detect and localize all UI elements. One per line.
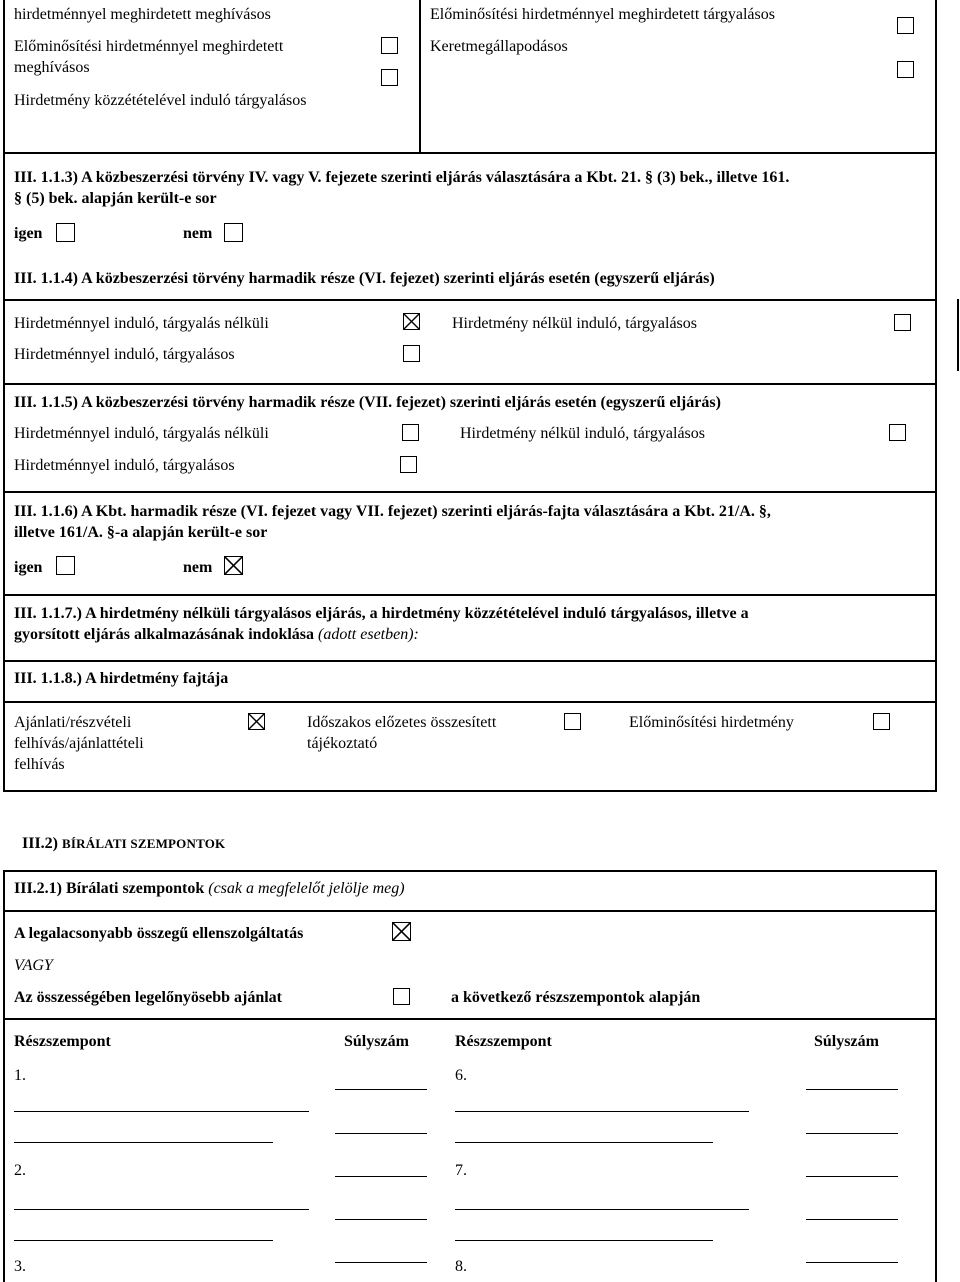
s2-frame-left — [3, 870, 5, 1282]
criteria-table-top-line — [3, 1018, 937, 1020]
check-x-icon — [404, 314, 419, 329]
s116-question-line1: III. 1.1.6) A Kbt. harmadik része (VI. fejezet vagy VII. fejezet) szerinti eljárás-fajta választására a Kbt. 21/A. §, — [14, 503, 771, 520]
s116-question-line2: illetve 161/A. §-a alapján került-e sor — [14, 524, 268, 541]
s118-option-elominositesi: Előminősítési hirdetmény — [629, 714, 794, 731]
s114-option-hirdetmenyes-targyalasos: Hirdetménnyel induló, tárgyalásos — [14, 346, 235, 363]
s118-option-idoszakos-line1: Időszakos előzetes összesített — [307, 714, 497, 731]
s117-heading-line2-bold: gyorsított eljárás alkalmazásának indoklása — [14, 626, 315, 643]
checkbox-elomin-meghivasos[interactable] — [381, 37, 398, 54]
s115-option-hirdetmenyes-targyalasos: Hirdetménnyel induló, tárgyalásos — [14, 457, 235, 474]
checkbox-s115-opt1[interactable] — [402, 424, 419, 441]
checkbox-s118-idoszakos[interactable] — [564, 713, 581, 730]
s2-option-best-offer: Az összességében legelőnyösebb ajánlat — [14, 989, 282, 1006]
criteria-col-header-reszszempont-right: Részszempont — [455, 1033, 552, 1050]
proc-table-bottom-line — [3, 152, 937, 154]
s2-subheading-italic: (csak a megfelelőt jelölje meg) — [208, 880, 405, 897]
s115-option-hirdetmeny-nelkul-targyalasos: Hirdetmény nélkül induló, tárgyalásos — [460, 425, 705, 442]
s2-option-lowest-price: A legalacsonyabb összegű ellenszolgáltatás — [14, 925, 304, 942]
s2-heading-title: BÍRÁLATI SZEMPONTOK — [62, 836, 226, 851]
weight-blank-line[interactable] — [335, 1176, 427, 1177]
criteria-col-header-sulyszam-left: Súlyszám — [344, 1033, 409, 1050]
proc-option-elomin-meghivasos-line1: Előminősítési hirdetménnyel meghirdetett — [14, 38, 284, 55]
s116-igen-label: igen — [14, 559, 43, 576]
s117-top-line — [3, 594, 937, 596]
weight-blank-line[interactable] — [335, 1089, 427, 1090]
weight-blank-line[interactable] — [335, 1262, 427, 1263]
checkbox-s2-lowest-price[interactable] — [392, 922, 411, 941]
s118-option-ajanlati-line3: felhívás — [14, 756, 65, 773]
criteria-col-header-sulyszam-right: Súlyszám — [814, 1033, 879, 1050]
s113-question-line1: III. 1.1.3) A közbeszerzési törvény IV. vagy V. fejezete szerinti eljárás választására a Kbt. 21. § (3) bek., illetve 161. — [14, 169, 790, 186]
s116-nem-label: nem — [183, 559, 213, 576]
criteria-blank-line[interactable] — [14, 1142, 273, 1143]
s2-vagy-label: VAGY — [14, 957, 53, 974]
checkbox-s113-igen[interactable] — [56, 223, 75, 242]
checkbox-keretmegallapodasos[interactable] — [897, 61, 914, 78]
weight-blank-line[interactable] — [806, 1176, 898, 1177]
criteria-row-number-right-8: 8. — [455, 1258, 467, 1275]
s118-option-ajanlati-line2: felhívás/ajánlattételi — [14, 735, 144, 752]
checkbox-s115-opt2[interactable] — [889, 424, 906, 441]
s118-heading: III. 1.1.8.) A hirdetmény fajtája — [14, 670, 229, 687]
checkbox-kozzetetel-targyalasos[interactable] — [381, 69, 398, 86]
criteria-blank-line[interactable] — [14, 1209, 309, 1210]
s113-igen-label: igen — [14, 225, 43, 242]
weight-blank-line[interactable] — [335, 1219, 427, 1220]
s113-question-line2: § (5) bek. alapján került-e sor — [14, 190, 217, 207]
s116-top-line — [3, 491, 937, 493]
s118-option-idoszakos-line2: tájékoztató — [307, 735, 378, 752]
checkbox-s115-opt3[interactable] — [400, 456, 417, 473]
s114-option-hirdetmeny-nelkul-targyalasos: Hirdetmény nélkül induló, tárgyalásos — [452, 315, 697, 332]
checkbox-s118-ajanlati[interactable] — [248, 713, 265, 730]
criteria-blank-line[interactable] — [455, 1240, 713, 1241]
criteria-row-number-left-1: 1. — [14, 1067, 26, 1084]
checkbox-s113-nem[interactable] — [224, 223, 243, 242]
s2-subheading — [14, 879, 405, 899]
s113-nem-label: nem — [183, 225, 213, 242]
checkbox-s118-elominositesi[interactable] — [873, 713, 890, 730]
criteria-row-number-left-2: 2. — [14, 1162, 26, 1179]
criteria-blank-line[interactable] — [455, 1111, 749, 1112]
checkbox-s114-opt1[interactable] — [403, 313, 420, 330]
check-x-icon — [393, 923, 410, 940]
s117-heading-line2 — [14, 625, 419, 645]
s118-top-line — [3, 660, 937, 662]
s2-option-best-offer-suffix: a következő részszempontok alapján — [451, 989, 701, 1006]
criteria-row-number-left-3: 3. — [14, 1258, 26, 1275]
checkbox-s114-opt2[interactable] — [894, 314, 911, 331]
s2-frame-right — [935, 870, 937, 1282]
s115-heading: III. 1.1.5) A közbeszerzési törvény harmadik része (VII. fejezet) szerinti eljárás esetén (egyszerű eljárás) — [14, 394, 721, 411]
checkbox-s2-best-offer[interactable] — [393, 988, 410, 1005]
weight-blank-line[interactable] — [335, 1133, 427, 1134]
proc-option-hirdetmenyes-meghivasos: hirdetménnyel meghirdetett meghívásos — [14, 6, 271, 23]
s117-heading-line1: III. 1.1.7.) A hirdetmény nélküli tárgyalásos eljárás, a hirdetmény közzétételével induló tárgyalásos, illetve a — [14, 605, 749, 622]
s114-side-bar — [957, 299, 959, 371]
checkbox-s116-nem[interactable] — [224, 556, 243, 575]
criteria-row-number-right-6: 6. — [455, 1067, 467, 1084]
s2-heading — [22, 834, 225, 854]
criteria-row-number-right-7: 7. — [455, 1162, 467, 1179]
weight-blank-line[interactable] — [806, 1133, 898, 1134]
s114-bottom-line — [3, 383, 937, 385]
weight-blank-line[interactable] — [806, 1219, 898, 1220]
criteria-blank-line[interactable] — [14, 1240, 273, 1241]
frame-left-border — [3, 0, 5, 790]
s2-heading-number: III.2) — [22, 835, 59, 852]
proc-option-keretmegallapodasos: Keretmegállapodásos — [430, 38, 568, 55]
s2-subheading-bold: III.2.1) Bírálati szempontok — [14, 880, 205, 897]
s2-sub-line — [3, 910, 937, 912]
proc-option-elomin-meghivasos-line2: meghívásos — [14, 59, 90, 76]
s115-option-hirdetmenyes-targyalas-nelkuli: Hirdetménnyel induló, tárgyalás nélküli — [14, 425, 269, 442]
weight-blank-line[interactable] — [806, 1262, 898, 1263]
checkbox-elomin-targyalasos[interactable] — [897, 17, 914, 34]
checkbox-s114-opt3[interactable] — [403, 345, 420, 362]
checkbox-s116-igen[interactable] — [56, 556, 75, 575]
criteria-blank-line[interactable] — [455, 1142, 713, 1143]
s118-table-top-line — [3, 701, 937, 703]
s2-frame-top-line — [3, 870, 937, 872]
check-x-icon — [225, 557, 242, 574]
s114-heading: III. 1.1.4) A közbeszerzési törvény harmadik része (VI. fejezet) szerinti eljárás esetén (egyszerű eljárás) — [14, 270, 715, 287]
proc-table-divider — [419, 0, 421, 152]
criteria-blank-line[interactable] — [455, 1209, 749, 1210]
s114-option-hirdetmenyes-targyalas-nelkuli: Hirdetménnyel induló, tárgyalás nélküli — [14, 315, 269, 332]
s118-option-ajanlati-line1: Ajánlati/részvételi — [14, 714, 132, 731]
weight-blank-line[interactable] — [806, 1089, 898, 1090]
proc-option-kozzetetel-targyalasos: Hirdetmény közzétételével induló tárgyalásos — [14, 92, 307, 109]
section-frame-bottom-line — [3, 790, 937, 792]
criteria-col-header-reszszempont-left: Részszempont — [14, 1033, 111, 1050]
s114-top-line — [3, 299, 937, 301]
criteria-blank-line[interactable] — [14, 1111, 309, 1112]
frame-right-border — [935, 0, 937, 790]
proc-option-elomin-targyalasos: Előminősítési hirdetménnyel meghirdetett tárgyalásos — [430, 6, 775, 23]
check-x-icon — [249, 714, 264, 729]
s117-heading-line2-italic: (adott esetben): — [318, 626, 419, 643]
